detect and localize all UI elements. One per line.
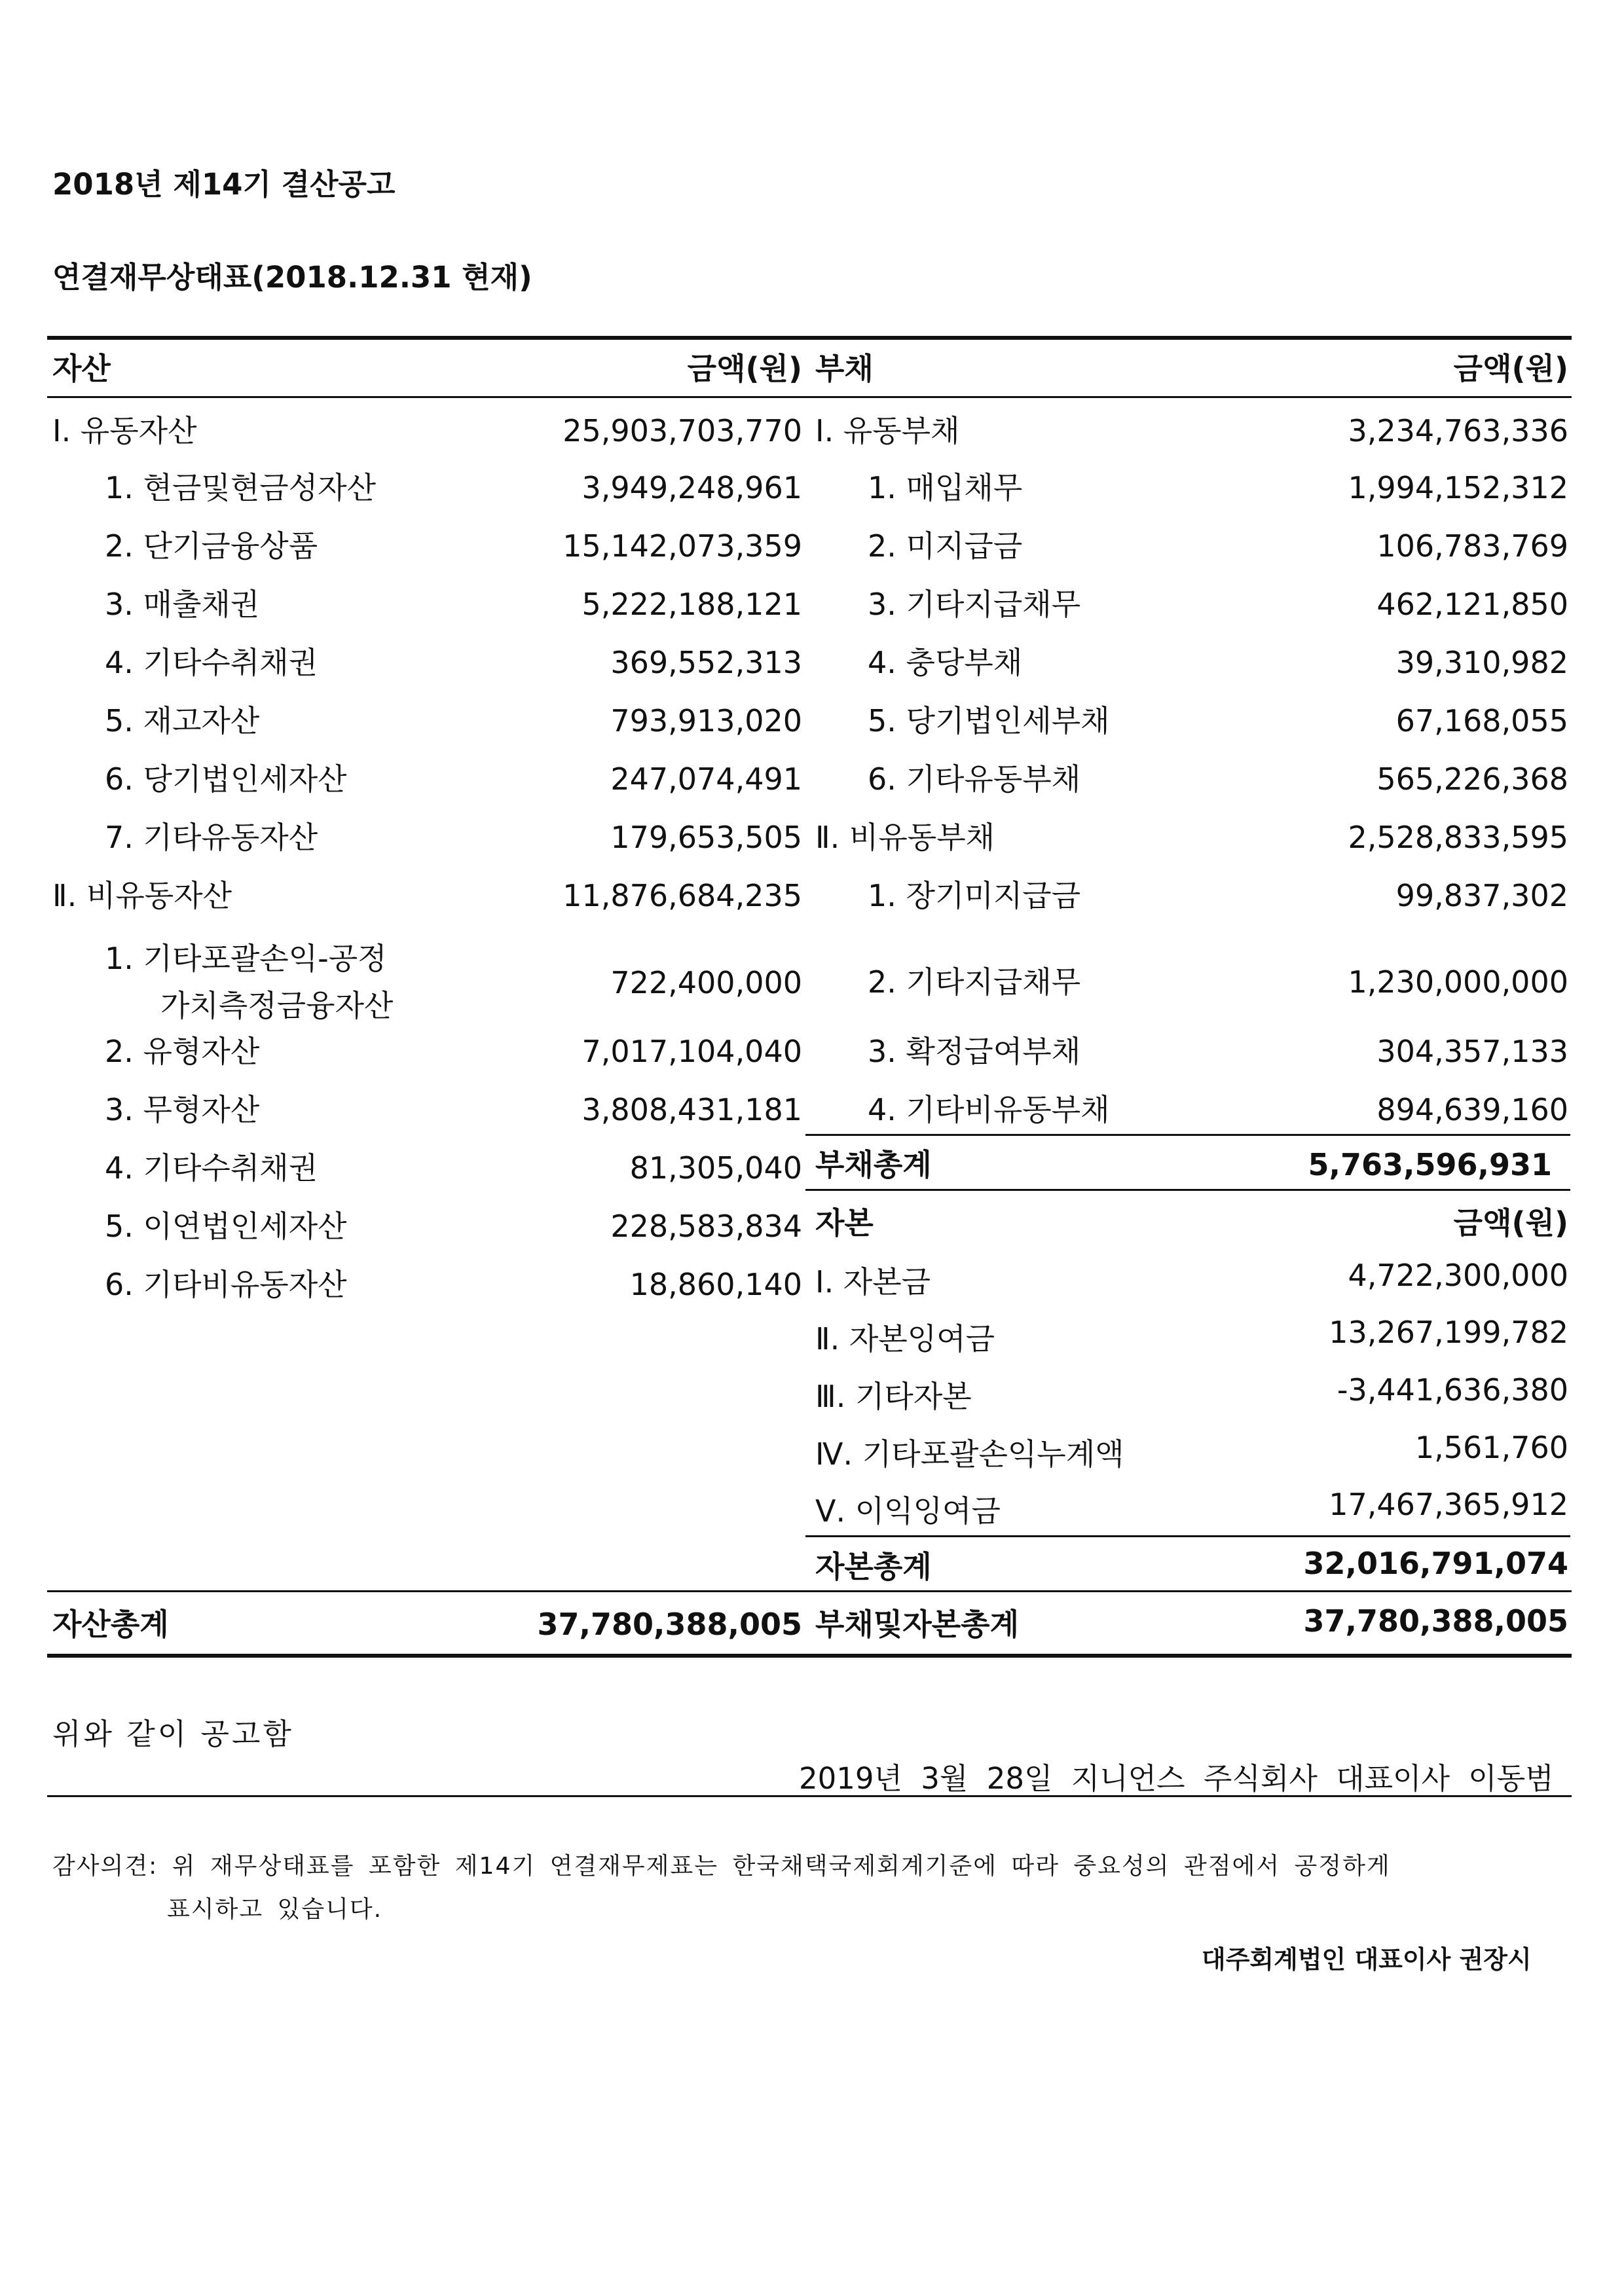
liability-row-label: 2. 기타지급채무 [868,964,1081,1000]
equity-amount-header: 금액(원) [1453,1205,1568,1241]
asset-row-label: 5. 이연법인세자산 [105,1209,347,1244]
asset-row-value: 11,876,684,235 [563,878,802,913]
liability-row-value: 304,357,133 [1376,1034,1568,1069]
asset-row-value: 7,017,104,040 [581,1034,802,1069]
equity-row-value: 1,561,760 [1414,1430,1568,1465]
liability-row-label: 6. 기타유동부채 [868,761,1081,797]
auditor-name: 대주회계법인 대표이사 권장시 [1202,1945,1532,1974]
asset-row-value: 179,653,505 [610,820,802,855]
table-header-rule [47,396,1572,398]
document-title: 2018년 제14기 결산공고 [52,167,396,202]
equity-total-label: 자본총계 [815,1549,932,1584]
asset-row-label: 1. 현금및현금성자산 [105,470,376,505]
liability-row-value: 67,168,055 [1395,703,1568,738]
liability-row-value: 462,121,850 [1376,587,1568,622]
grand-total-value: 37,780,388,005 [1303,1603,1568,1639]
asset-row-label: Ⅱ. 비유동자산 [52,878,232,913]
asset-row-label: 6. 당기법인세자산 [105,761,347,797]
asset-row-value: 81,305,040 [629,1150,802,1186]
asset-row-label: 4. 기타수취채권 [105,1150,318,1186]
asset-row-label: 3. 무형자산 [105,1092,260,1127]
assets-total-value: 37,780,388,005 [537,1607,802,1642]
liability-row-label: 5. 당기법인세부채 [868,703,1110,738]
liabilities-total-value: 5,763,596,931 [1308,1147,1552,1182]
liability-row-label: 2. 미지급금 [868,528,1023,564]
equity-row-value: -3,441,636,380 [1337,1372,1568,1408]
liability-row-label: 3. 확정급여부채 [868,1034,1081,1069]
equity-row-value: 17,467,365,912 [1329,1487,1568,1522]
liability-row-label: Ⅱ. 비유동부채 [815,820,995,855]
asset-row-value: 722,400,000 [610,965,802,1000]
liability-row-label: 4. 기타비유동부채 [868,1092,1110,1127]
grand-total-rule [47,1590,1572,1592]
table-bottom-rule [47,1654,1572,1658]
asset-row-label: 3. 매출채권 [105,587,260,622]
date-signature-line: 2019년 3월 28일 지니언스 주식회사 대표이사 이동범 [799,1761,1554,1796]
equity-total-rule [805,1535,1570,1537]
equity-row-value: 13,267,199,782 [1329,1315,1568,1350]
liability-row-value: 2,528,833,595 [1348,820,1568,855]
equity-header: 자본 [815,1205,874,1241]
audit-opinion-line-2: 표시하고 있습니다. [167,1896,383,1923]
asset-row-label: 6. 기타비유동자산 [105,1267,347,1302]
liabilities-total-rule [805,1134,1570,1136]
grand-total-label: 부채및자본총계 [815,1607,1020,1642]
equity-total-value: 32,016,791,074 [1303,1546,1568,1581]
liabilities-header: 부채 [815,351,874,386]
equity-row-label: Ⅲ. 기타자본 [815,1379,972,1414]
table-top-rule [47,336,1572,340]
liability-row-label: 4. 충당부채 [868,645,1023,680]
asset-row-value: 793,913,020 [610,703,802,738]
liabilities-total-label: 부채총계 [815,1147,932,1182]
liability-row-value: 565,226,368 [1376,761,1568,797]
liability-row-value: 3,234,763,336 [1348,413,1568,448]
equity-header-rule [805,1189,1570,1191]
asset-row-value: 228,583,834 [610,1209,802,1244]
liability-row-value: 106,783,769 [1376,528,1568,564]
liability-row-label: 1. 매입채무 [868,470,1023,505]
liability-row-value: 99,837,302 [1395,878,1568,913]
liability-row-value: 39,310,982 [1395,645,1568,680]
asset-row-value: 247,074,491 [610,761,802,797]
asset-row-value: 3,949,248,961 [581,470,802,505]
asset-row-label: 2. 단기금융상품 [105,528,318,564]
asset-row-label: Ⅰ. 유동자산 [52,413,197,448]
asset-row-value: 5,222,188,121 [581,587,802,622]
liability-row-label: Ⅰ. 유동부채 [815,413,960,448]
asset-row-value: 15,142,073,359 [563,528,802,564]
notice-text: 위와 같이 공고함 [52,1717,294,1751]
asset-row-label-cont: 가치측정금융자산 [160,988,394,1023]
asset-row-label: 1. 기타포괄손익-공정 [105,941,387,976]
statement-title: 연결재무상태표(2018.12.31 현재) [52,260,532,295]
liability-row-value: 1,230,000,000 [1348,964,1568,1000]
asset-row-label: 2. 유형자산 [105,1034,260,1069]
asset-row-value: 25,903,703,770 [563,413,802,448]
asset-row-value: 3,808,431,181 [581,1092,802,1127]
assets-header: 자산 [52,351,111,386]
audit-opinion-line-1: 감사의견: 위 재무상태표를 포함한 제14기 연결재무제표는 한국채택국제회계기준에 따라 중요성의 관점에서 공정하게 [52,1853,1391,1880]
asset-row-label: 7. 기타유동자산 [105,820,318,855]
liability-row-label: 3. 기타지급채무 [868,587,1081,622]
assets-amount-header: 금액(원) [687,351,802,386]
equity-row-label: Ⅰ. 자본금 [815,1264,931,1300]
equity-row-value: 4,722,300,000 [1348,1258,1568,1293]
liability-row-value: 1,994,152,312 [1348,470,1568,505]
equity-row-label: Ⅱ. 자본잉여금 [815,1321,995,1357]
equity-row-label: Ⅴ. 이익잉여금 [815,1493,1001,1529]
assets-total-label: 자산총계 [52,1607,169,1642]
asset-row-value: 18,860,140 [629,1267,802,1302]
liabilities-amount-header: 금액(원) [1453,351,1568,386]
liability-row-value: 894,639,160 [1376,1092,1568,1127]
asset-row-label: 4. 기타수취채권 [105,645,318,680]
asset-row-value: 369,552,313 [610,645,802,680]
liability-row-label: 1. 장기미지급금 [868,878,1081,913]
asset-row-label: 5. 재고자산 [105,703,260,738]
equity-row-label: Ⅳ. 기타포괄손익누계액 [815,1436,1124,1472]
